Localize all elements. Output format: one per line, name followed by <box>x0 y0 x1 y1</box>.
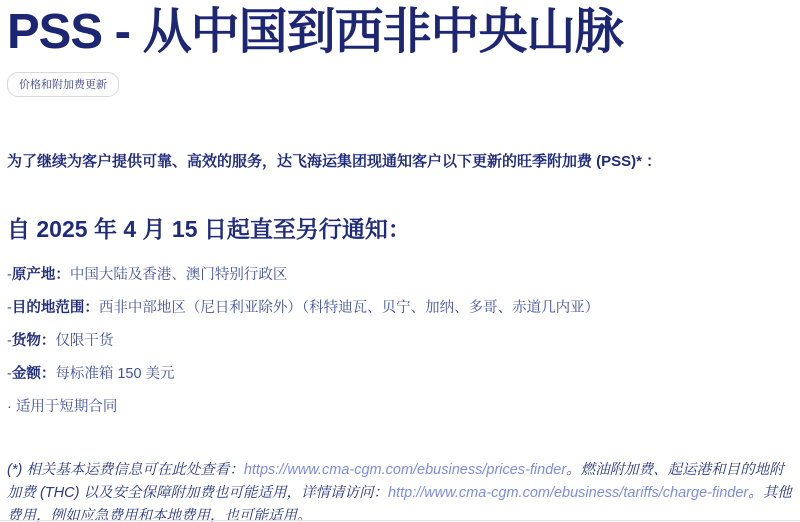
charge-finder-link[interactable]: http://www.cma-cgm.com/ebusiness/tariffs/charge-finder <box>388 484 749 501</box>
bullet: · <box>7 398 16 415</box>
category-badge[interactable]: 价格和附加费更新 <box>7 72 119 97</box>
intro-paragraph: 为了继续为客户提供可靠、高效的服务，达飞海运集团现通知客户以下更新的旺季附加费 (PSS)* ： <box>7 152 662 170</box>
detail-destination <box>7 299 792 318</box>
bullet: - <box>7 299 12 316</box>
detail-label: 货物 <box>11 332 41 349</box>
detail-label: 金额 <box>11 365 41 382</box>
bullet: - <box>7 266 12 283</box>
detail-separator: ： <box>55 266 70 283</box>
detail-contract-scope <box>7 398 792 417</box>
detail-origin <box>7 266 792 285</box>
footnote-paragraph <box>7 459 792 522</box>
effective-date-heading: 自 2025 年 4 月 15 日起直至另行通知： <box>7 215 411 242</box>
surcharge-details-list <box>7 266 792 417</box>
detail-separator: ： <box>84 299 99 316</box>
prices-finder-link[interactable]: https://www.cma-cgm.com/ebusiness/prices-finder <box>243 461 567 478</box>
detail-label: 原产地 <box>11 266 56 283</box>
footnote-text: 。燃油附加费、起运港和目的地附加费 (THC) 以及安全保障附加费也可能适用，详情请访问： <box>7 461 784 501</box>
detail-amount <box>7 365 792 384</box>
bullet: - <box>7 365 12 382</box>
detail-label: 目的地范围 <box>11 299 85 316</box>
detail-value: 每标准箱 150 美元 <box>55 365 175 382</box>
footnote-text: (*) 相关基本运费信息可在此处查看： <box>7 461 244 478</box>
footnote-text: 。其他费用，例如应急费用和本地费用，也可能适用。 <box>7 484 792 522</box>
detail-value: 适用于短期合同 <box>15 398 118 415</box>
detail-cargo <box>7 332 792 351</box>
detail-value: 中国大陆及香港、澳门特别行政区 <box>69 266 288 283</box>
bottom-divider <box>0 520 800 521</box>
detail-value: 西非中部地区（尼日利亚除外）（科特迪瓦、贝宁、加纳、多哥、赤道几内亚） <box>98 299 600 316</box>
detail-separator: ： <box>40 332 56 349</box>
bullet: - <box>7 332 12 349</box>
detail-separator: ： <box>40 365 56 382</box>
detail-value: 仅限干货 <box>55 332 114 349</box>
page-title: PSS - 从中国到西非中央山脉 <box>7 5 623 59</box>
